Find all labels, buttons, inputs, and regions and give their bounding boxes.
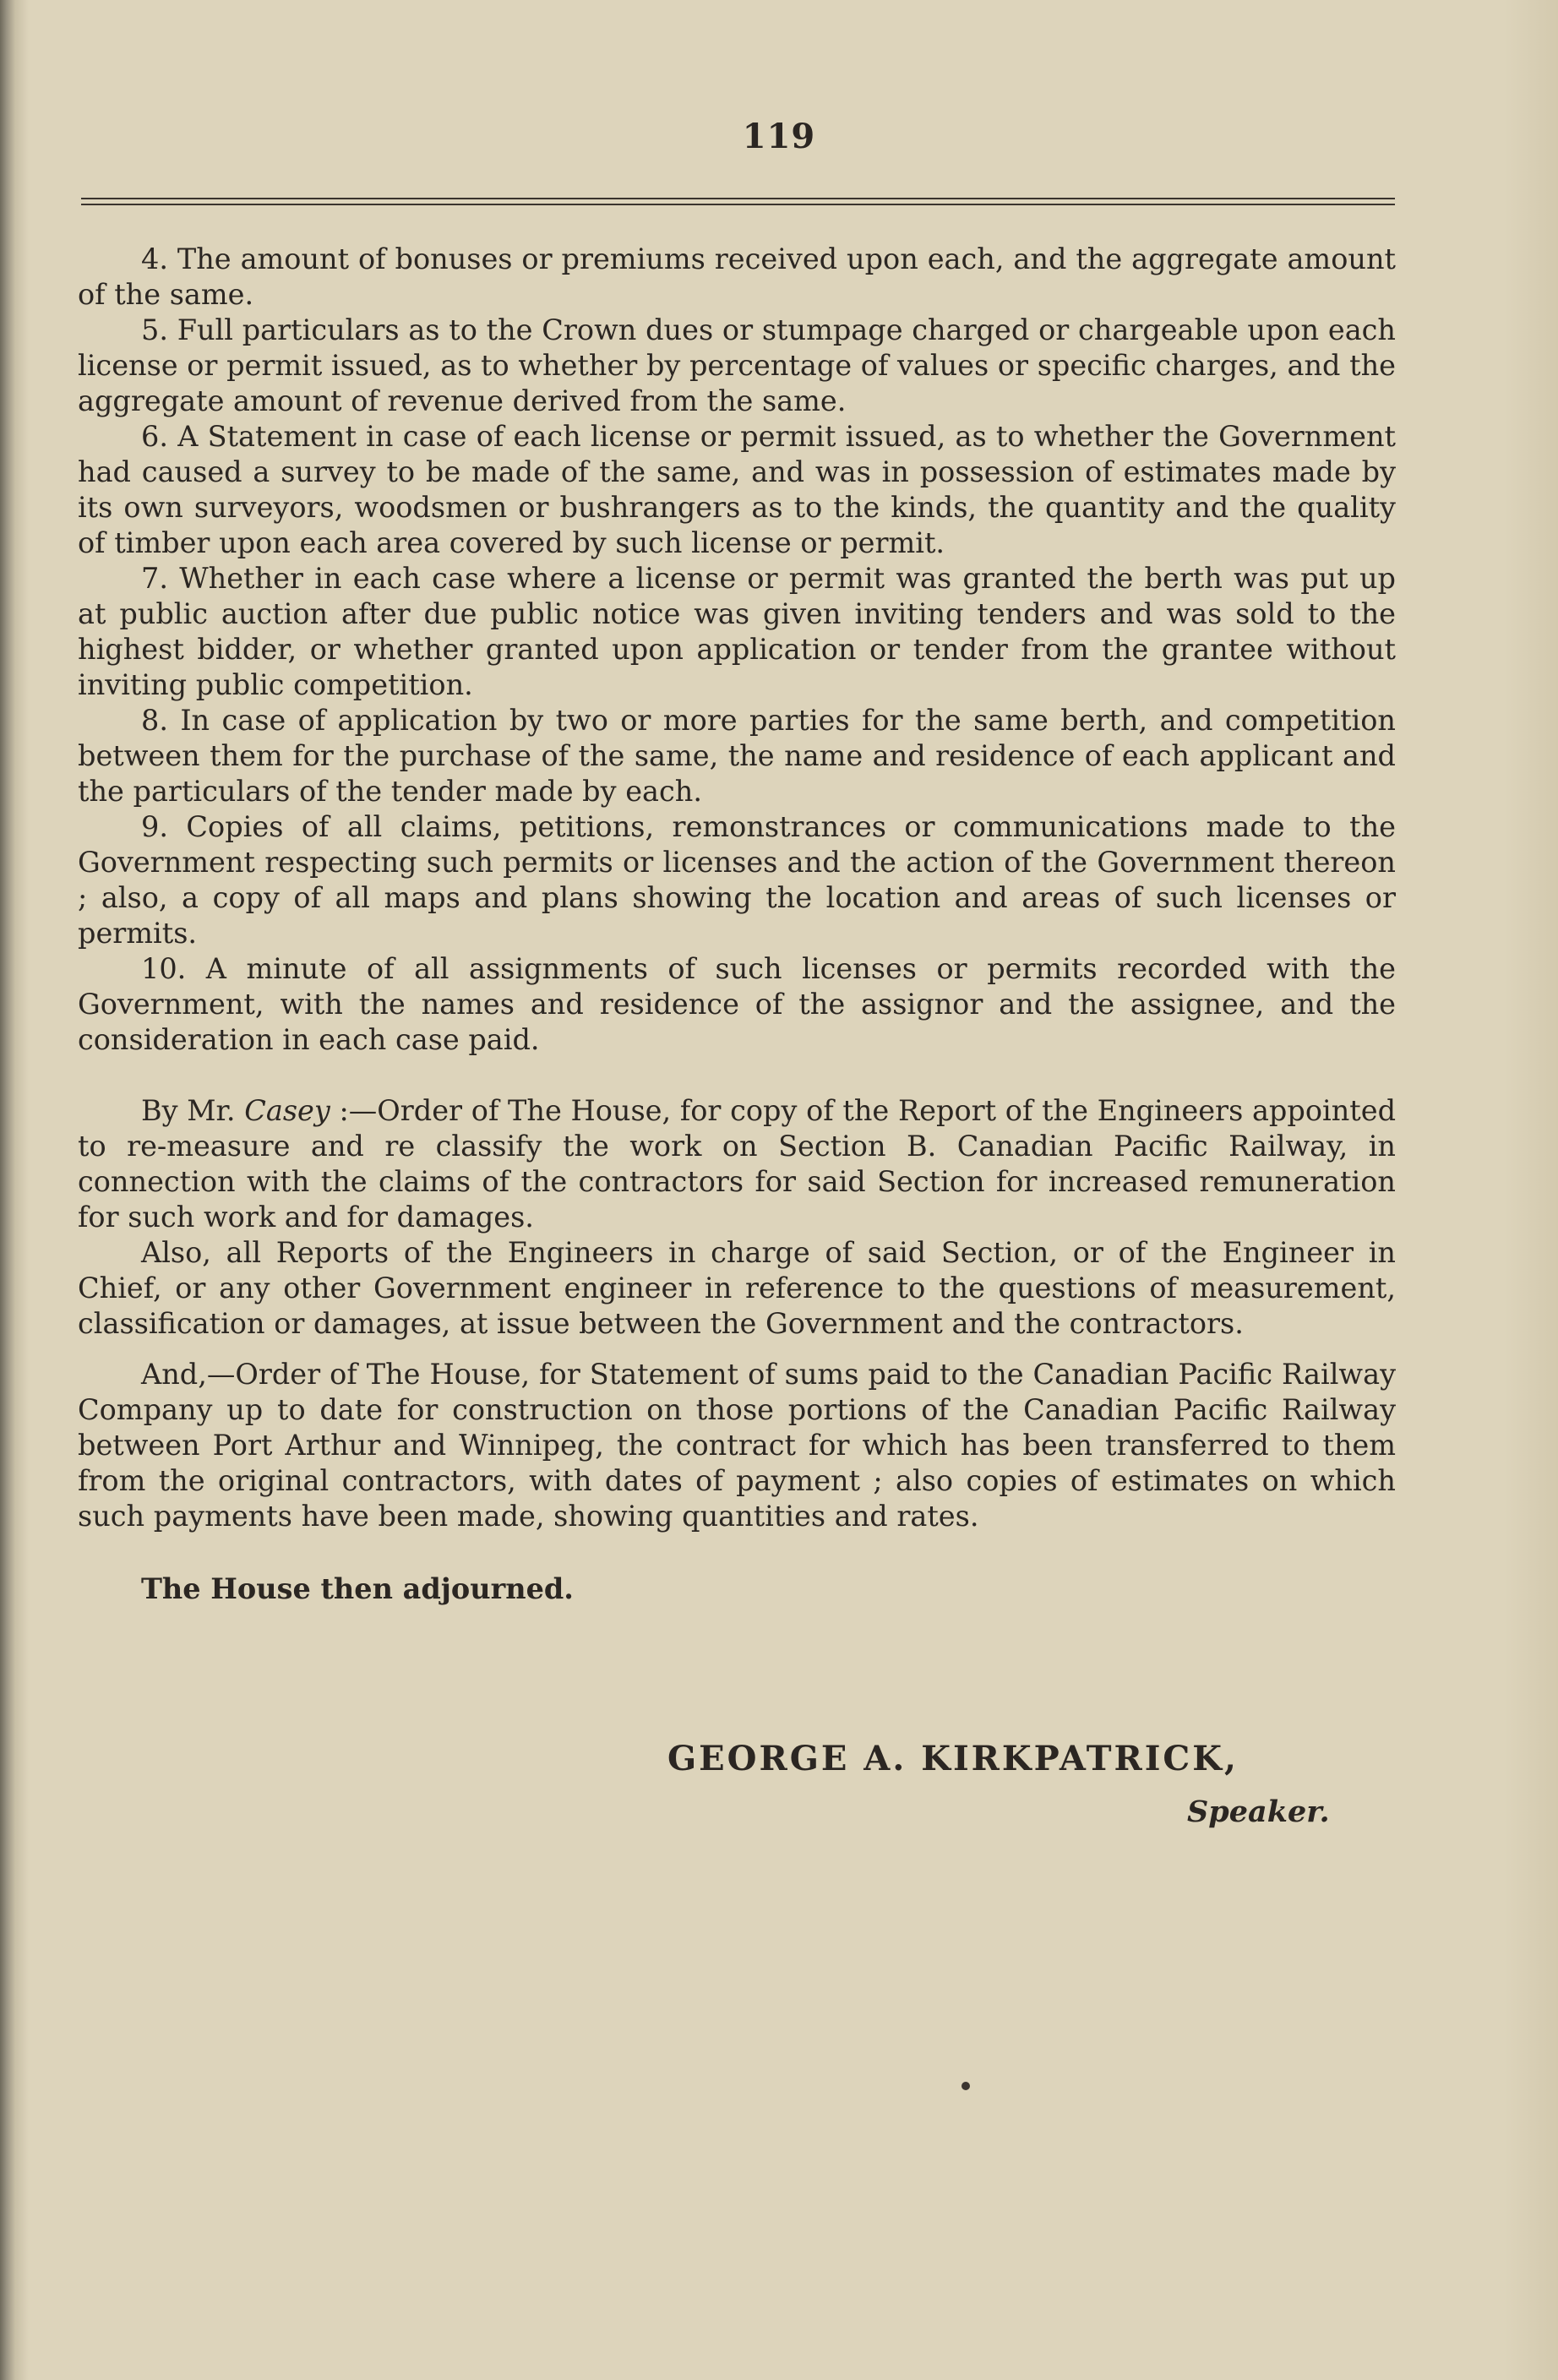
document-body xyxy=(78,242,1396,1607)
adjournment: The House then adjourned. xyxy=(141,1572,574,1605)
item-5: 5. Full particulars as to the Crown dues or stumpage charged or chargeable upon each license or permit issued, as to whether by percentage of values or specific charges, and the aggregate amount of revenue derived from the same. xyxy=(78,313,1396,417)
spacer xyxy=(78,1058,1396,1093)
member-name: Casey xyxy=(244,1094,330,1127)
page-number: 119 xyxy=(742,117,816,156)
item-9: 9. Copies of all claims, petitions, remonstrances or communications made to the Government respecting such permits or licenses and the action of the Government thereon ; also, a copy of all maps and plans showing the location and areas of such licenses or permits. xyxy=(78,810,1396,950)
item-6: 6. A Statement in case of each license or permit issued, as to whether the Government had caused a survey to be made of the same, and was in possession of estimates made by its own surveyors, woodsmen or bushrangers as to the kinds, the quantity and the quality of timber upon each area covered by such license or permit. xyxy=(78,420,1396,559)
item-10: 10. A minute of all assignments of such licenses or permits recorded with the Government, with the names and residence of the assignor and the assignee, and the consideration in each case paid. xyxy=(78,952,1396,1056)
ink-speck xyxy=(961,2082,970,2090)
order-prefix: By Mr. xyxy=(141,1094,245,1127)
item-7: 7. Whether in each case where a license or permit was granted the berth was put up at public auction after due public notice was given inviting tenders and was sold to the highest bidder, or whether granted upon application or tender from the grantee without inviting public competition. xyxy=(78,562,1396,701)
header-rule xyxy=(81,198,1395,205)
order-text: :—Order of The House, for copy of the Report of the Engineers appointed to re-measure and re classify the work on Section B. Canadian Pacific Railway, in connection with the claims of the contractors for said Section for increased remuneration for such work and for damages. xyxy=(78,1094,1397,1234)
order-also: Also, all Reports of the Engineers in charge of said Section, or of the Engineer in Chief, or any other Government engineer in reference to the questions of measurement, classification or damages, at issue between the Government and the contractors. xyxy=(78,1236,1396,1340)
signature-name: GEORGE A. KIRKPATRICK, xyxy=(667,1739,1239,1778)
spacer xyxy=(78,1534,1396,1571)
spacer xyxy=(78,1342,1396,1357)
signature-title: Speaker. xyxy=(1187,1795,1330,1829)
item-4: 4. The amount of bonuses or premiums received upon each, and the aggregate amount of the same. xyxy=(78,242,1396,311)
item-8: 8. In case of application by two or more parties for the same berth, and competition between them for the purchase of the same, the name and residence of each applicant and the particulars of the tender made by each. xyxy=(78,704,1396,808)
order-and: And,—Order of The House, for Statement of sums paid to the Canadian Pacific Railway Company up to date for construction on those portions of the Canadian Pacific Railway between Port Arthur and Winnipeg, the contract for which has been transferred to them from the original contractors, with dates of payment ; also copies of estimates on which such payments have been made, showing quantities and rates. xyxy=(78,1358,1396,1533)
order-casey xyxy=(78,1093,1396,1235)
